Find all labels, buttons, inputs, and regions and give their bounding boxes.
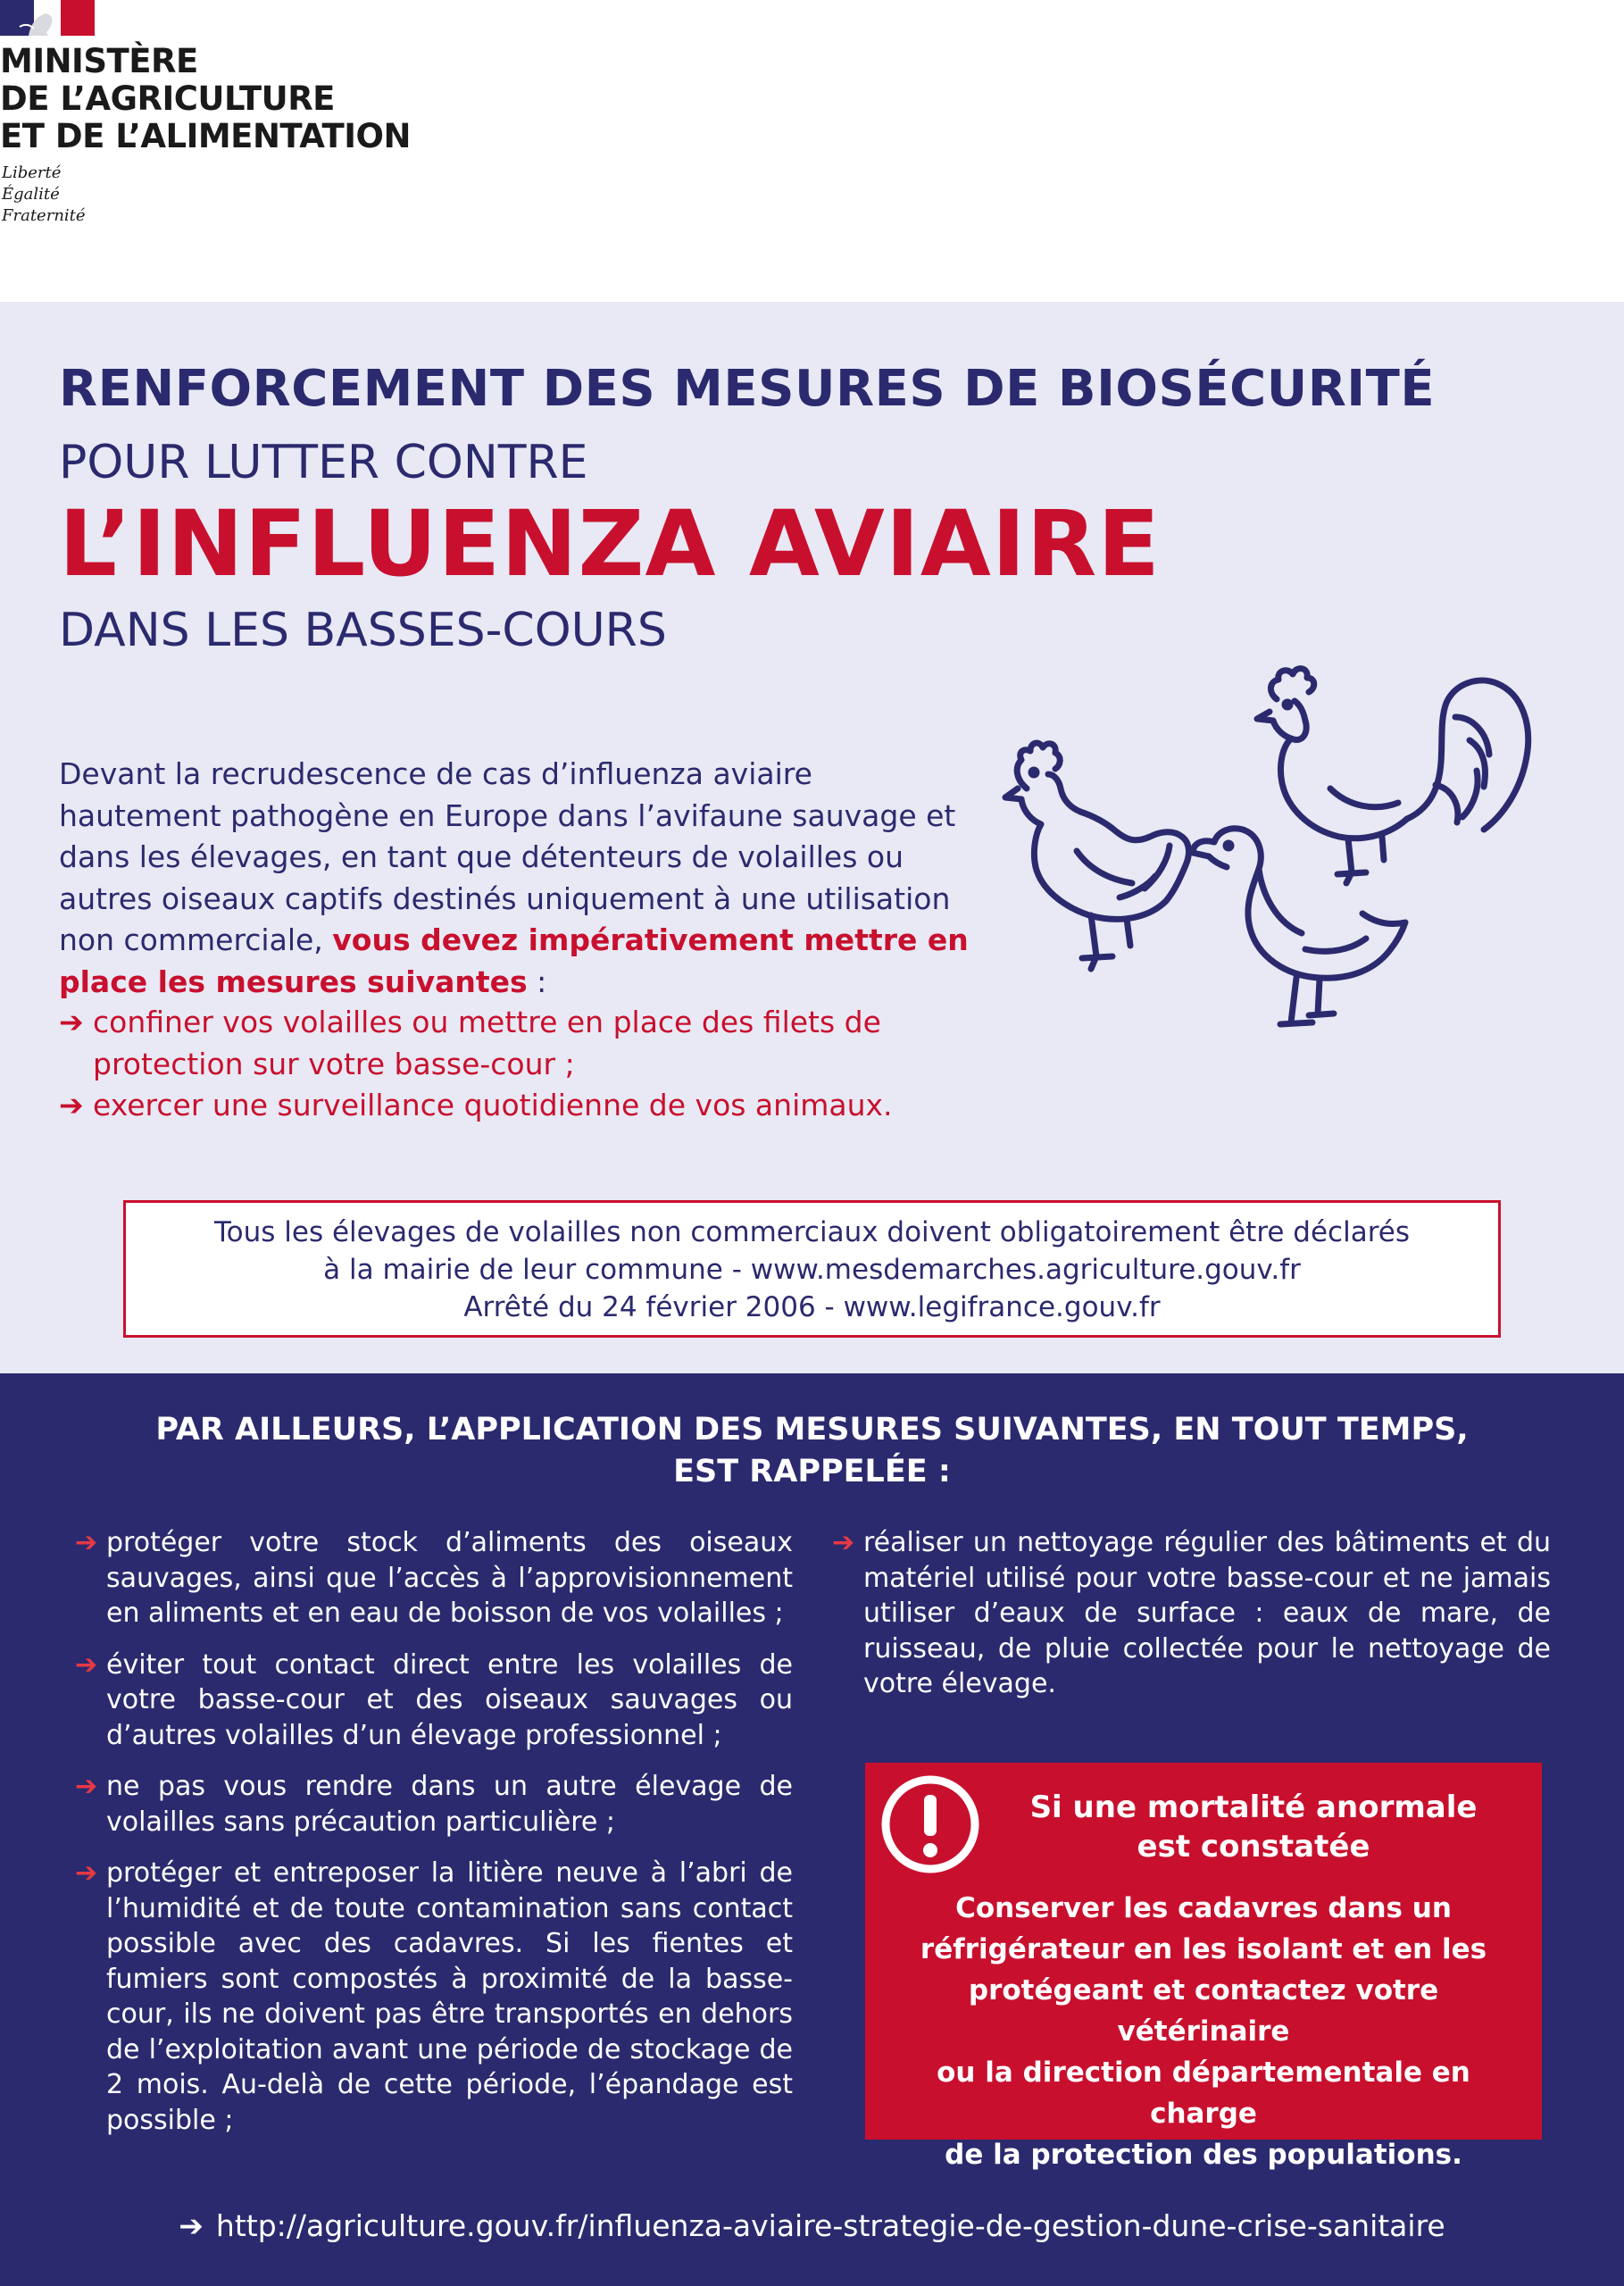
motto-line-1: Liberté [2,163,62,182]
mortality-alert-box [865,1763,1542,2171]
measure-feed-stock: protéger votre stock d’aliments des oiseaux sauvages, ainsi que l’accès à l’approvisionnement en aliments et en eau de boisson de vos volailles ; [106,1527,793,1629]
rooster-icon [1257,669,1528,883]
arrow-right-icon: ➔ [75,1857,98,1889]
declaration-line-1: Tous les élevages de volailles non commerciaux doivent obligatoirement être déclarés [213,1216,1410,1248]
arrow-right-icon: ➔ [59,1005,84,1039]
intro-suffix: : [527,964,547,999]
intro-paragraph [59,754,979,1003]
arrow-right-icon: ➔ [75,1648,98,1681]
reminder-section [0,1373,1624,2286]
measure-confine: confiner vos volailles ou mettre en place des filets de protection sur votre basse-cour ; [93,1005,881,1081]
duck-icon [1193,829,1405,1024]
measure-litter: protéger et entreposer la litière neuve à l’abri de l’humidité et de toute contamination sans contact possible avec des cadavres. Si les fientes et fumiers sont compostés à proximité de la basse-cour, ils ne doivent pas être transportés en dehors de l’exploitation avant une période de stockage de 2 mois. Au-delà de cette période, l’épandage est possible ; [106,1857,793,2136]
reminder-list-left [75,1525,793,2154]
list-item [832,1525,1551,1702]
list-item [75,1648,793,1754]
declaration-line-2: à la mairie de leur commune - www.mesdemarches.agriculture.gouv.fr [323,1254,1301,1286]
arrow-right-icon: ➔ [75,1527,98,1558]
declaration-line-3: Arrêté du 24 février 2006 - www.legifrance.gouv.fr [463,1291,1161,1323]
ministry-line-2: DE L’AGRICULTURE [0,79,335,118]
arrow-right-icon: ➔ [75,1771,98,1802]
intro-text: Devant la recrudescence de cas d’influenza aviaire hautement pathogène en Europe dans l’avifaune sauvage et dans les élevages, en tant que détenteurs de volailles ou autres oiseaux captifs destinés uniquement à une utilisation non commerciale, [59,756,956,957]
alert-body-line-5: de la protection des populations. [945,2139,1462,2171]
measure-no-visits: ne pas vous rendre dans un autre élevage de volailles sans précaution particulière ; [106,1771,793,1838]
reminder-title-line-1: PAR AILLEURS, L’APPLICATION DES MESURES SUIVANTES, EN TOUT TEMPS, [155,1412,1469,1448]
measure-surveillance: exercer une surveillance quotidienne de vos animaux. [93,1088,893,1122]
headline-subtitle: POUR LUTTER CONTRE [59,436,588,489]
intro-emphasis: vous devez impérativement mettre en place les mesures suivantes [59,922,969,999]
arrow-right-icon: ➔ [832,1527,855,1558]
reminder-title-line-2: EST RAPPELÉE : [673,1454,951,1489]
measure-avoid-contact: éviter tout contact direct entre les volailles de votre basse-cour et des oiseaux sauvages ou d’autres volailles d’un élevage professionnel ; [106,1648,793,1751]
list-item [75,1769,793,1840]
footer-url-text[interactable]: http://agriculture.gouv.fr/influenza-aviaire-strategie-de-gestion-dune-crise-sanitaire [215,2208,1445,2243]
ministry-line-1: MINISTÈRE [0,42,198,80]
list-item [75,1856,793,2138]
headline-biosecurity: RENFORCEMENT DES MESURES DE BIOSÉCURITÉ [59,360,1436,418]
hen-icon [1005,743,1188,969]
alert-title-line-2: est constatée [1137,1829,1370,1865]
alert-title-line-1: Si une mortalité anormale [1029,1790,1478,1825]
measure-cleaning: réaliser un nettoyage régulier des bâtiments et du matériel utilisé pour votre basse-cour et ne jamais utiliser d’eaux de surface : eaux de mare, de ruisseau, de pluie collectée pour le nettoyage de votre élevage. [863,1527,1551,1699]
list-item [59,1085,987,1127]
reminder-title [0,1409,1624,1493]
alert-body-line-1: Conserver les cadavres dans un [955,1892,1452,1924]
reminder-list-right [832,1525,1551,1718]
mandatory-measures-list [59,1002,987,1127]
headline-avian-influenza: L’INFLUENZA AVIAIRE [59,491,1161,597]
marianne-logo [0,0,95,36]
republic-motto [2,163,86,227]
declaration-notice-box [123,1200,1501,1338]
main-notice-section [0,302,1624,1373]
ministry-line-3: ET DE L’ALIMENTATION [0,117,411,155]
alert-title [981,1788,1526,1866]
arrow-right-icon: ➔ [59,1088,84,1122]
headline-backyards: DANS LES BASSES-COURS [59,604,667,657]
alert-body-line-3: protégeant et contactez votre vétérinaire [968,1974,1439,2048]
arrow-right-icon: ➔ [179,2208,204,2243]
list-item [75,1525,793,1631]
alert-body-line-4: ou la direction départementale en charge [937,2057,1470,2130]
ministry-name [0,43,411,155]
motto-line-2: Égalité [2,185,60,204]
alert-body-line-2: réfrigérateur en les isolant et en les [920,1933,1487,1965]
list-item [59,1002,987,1085]
motto-line-3: Fraternité [2,206,86,225]
footer-url[interactable] [0,2208,1624,2243]
alert-body [883,1888,1524,2175]
poultry-illustration-icon [991,655,1545,1074]
ministry-header [0,0,1624,302]
exclamation-circle-icon [879,1773,981,1875]
